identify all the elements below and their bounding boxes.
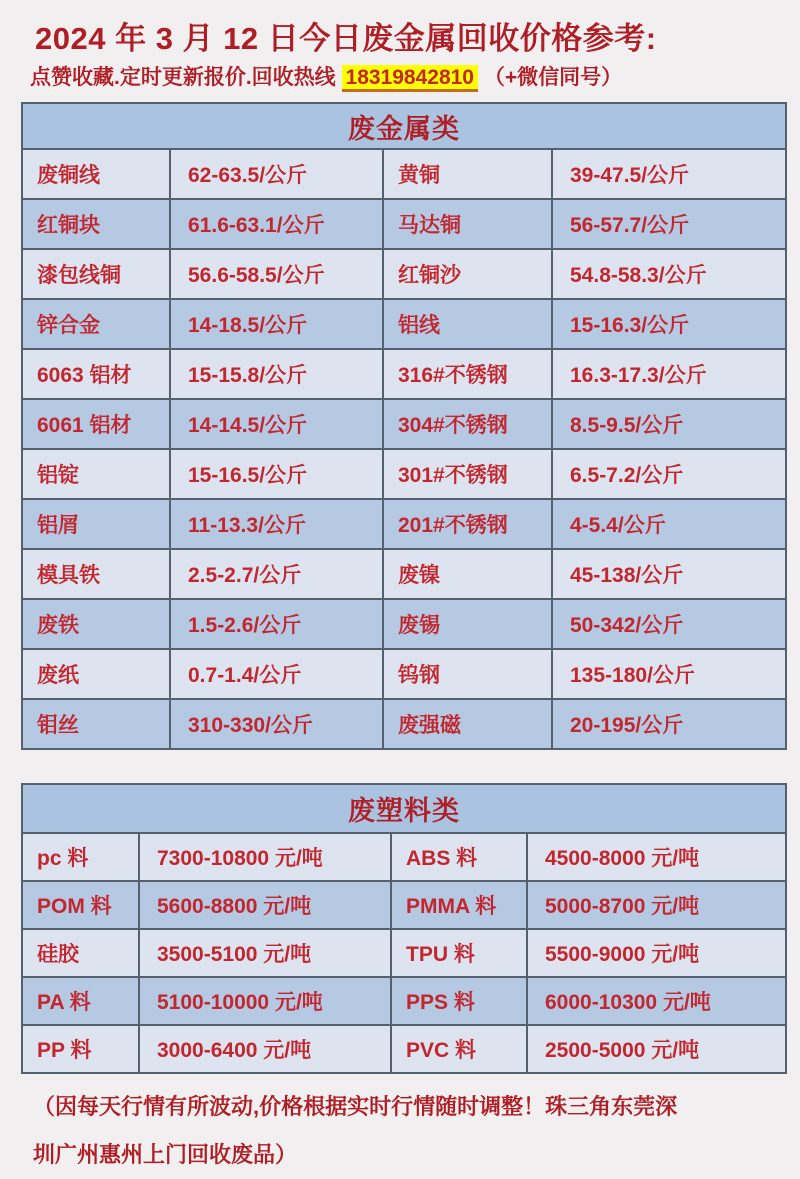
price-cell: 56.6-58.5/公斤 (170, 249, 383, 299)
item-cell: pc 料 (22, 833, 139, 881)
disclaimer-line-1: （因每天行情有所波动,价格根据实时行情随时调整！珠三角东莞深 (33, 1094, 678, 1119)
table-row (22, 549, 786, 599)
item-cell: 硅胶 (22, 929, 139, 977)
price-cell: 5000-8700 元/吨 (527, 881, 786, 929)
price-cell: 62-63.5/公斤 (170, 149, 383, 199)
item-cell: 黄铜 (383, 149, 552, 199)
item-cell: 316#不锈钢 (383, 349, 552, 399)
item-cell: 304#不锈钢 (383, 399, 552, 449)
price-cell: 2500-5000 元/吨 (527, 1025, 786, 1073)
table-row (22, 199, 786, 249)
price-cell: 3000-6400 元/吨 (139, 1025, 391, 1073)
item-cell: 废镍 (383, 549, 552, 599)
price-cell: 16.3-17.3/公斤 (552, 349, 786, 399)
metal-price-table (21, 102, 787, 750)
price-cell: 310-330/公斤 (170, 699, 383, 749)
item-cell: 钨钢 (383, 649, 552, 699)
table-row (22, 449, 786, 499)
price-cell: 5500-9000 元/吨 (527, 929, 786, 977)
item-cell: 马达铜 (383, 199, 552, 249)
item-cell: 铝锭 (22, 449, 170, 499)
price-cell: 5600-8800 元/吨 (139, 881, 391, 929)
price-cell: 4500-8000 元/吨 (527, 833, 786, 881)
price-cell: 15-16.5/公斤 (170, 449, 383, 499)
disclaimer-note (33, 1083, 783, 1179)
table-row (22, 399, 786, 449)
price-cell: 4-5.4/公斤 (552, 499, 786, 549)
plastic-table-title: 废塑料类 (22, 784, 786, 833)
table-row (22, 977, 786, 1025)
item-cell: 铝线 (383, 299, 552, 349)
item-cell: 铝屑 (22, 499, 170, 549)
table-row (22, 1025, 786, 1073)
item-cell: 模具铁 (22, 549, 170, 599)
item-cell: 废锡 (383, 599, 552, 649)
price-cell: 6.5-7.2/公斤 (552, 449, 786, 499)
table-row (22, 499, 786, 549)
item-cell: PP 料 (22, 1025, 139, 1073)
item-cell: ABS 料 (391, 833, 527, 881)
price-cell: 2.5-2.7/公斤 (170, 549, 383, 599)
item-cell: POM 料 (22, 881, 139, 929)
price-cell: 56-57.7/公斤 (552, 199, 786, 249)
item-cell: 6063 铝材 (22, 349, 170, 399)
price-cell: 54.8-58.3/公斤 (552, 249, 786, 299)
item-cell: 废铜线 (22, 149, 170, 199)
recycle-hotline-phone-link[interactable]: 18319842810 (342, 65, 478, 92)
item-cell: PVC 料 (391, 1025, 527, 1073)
item-cell: 废铁 (22, 599, 170, 649)
item-cell: 201#不锈钢 (383, 499, 552, 549)
item-cell: 6061 铝材 (22, 399, 170, 449)
subtitle-suffix: （+微信同号） (483, 66, 623, 89)
table-row (22, 149, 786, 199)
price-cell: 15-15.8/公斤 (170, 349, 383, 399)
price-cell: 6000-10300 元/吨 (527, 977, 786, 1025)
table-row (22, 833, 786, 881)
price-cell: 0.7-1.4/公斤 (170, 649, 383, 699)
page-title: 2024 年 3 月 12 日今日废金属回收价格参考: (35, 21, 657, 56)
price-cell: 1.5-2.6/公斤 (170, 599, 383, 649)
item-cell: 钼丝 (22, 699, 170, 749)
table-row (22, 649, 786, 699)
table-row (22, 299, 786, 349)
price-cell: 20-195/公斤 (552, 699, 786, 749)
item-cell: 漆包线铜 (22, 249, 170, 299)
price-cell: 11-13.3/公斤 (170, 499, 383, 549)
table-row (22, 249, 786, 299)
item-cell: 废强磁 (383, 699, 552, 749)
table-row (22, 881, 786, 929)
price-cell: 50-342/公斤 (552, 599, 786, 649)
table-row (22, 929, 786, 977)
plastic-price-table (21, 783, 787, 1074)
price-cell: 45-138/公斤 (552, 549, 786, 599)
table-header-row (22, 103, 786, 149)
price-cell: 135-180/公斤 (552, 649, 786, 699)
item-cell: 红铜块 (22, 199, 170, 249)
subtitle-line (30, 61, 622, 91)
item-cell: PA 料 (22, 977, 139, 1025)
price-cell: 3500-5100 元/吨 (139, 929, 391, 977)
price-cell: 14-14.5/公斤 (170, 399, 383, 449)
table-row (22, 699, 786, 749)
item-cell: 锌合金 (22, 299, 170, 349)
disclaimer-line-2: 圳广州惠州上门回收废品） (33, 1142, 298, 1167)
item-cell: TPU 料 (391, 929, 527, 977)
table-row (22, 599, 786, 649)
item-cell: PPS 料 (391, 977, 527, 1025)
item-cell: 废纸 (22, 649, 170, 699)
price-cell: 15-16.3/公斤 (552, 299, 786, 349)
item-cell: 红铜沙 (383, 249, 552, 299)
item-cell: 301#不锈钢 (383, 449, 552, 499)
table-row (22, 349, 786, 399)
price-cell: 14-18.5/公斤 (170, 299, 383, 349)
metal-table-title: 废金属类 (22, 103, 786, 149)
price-cell: 5100-10000 元/吨 (139, 977, 391, 1025)
subtitle-prefix: 点赞收藏.定时更新报价.回收热线 (30, 66, 342, 89)
price-cell: 39-47.5/公斤 (552, 149, 786, 199)
price-cell: 61.6-63.1/公斤 (170, 199, 383, 249)
item-cell: PMMA 料 (391, 881, 527, 929)
price-cell: 7300-10800 元/吨 (139, 833, 391, 881)
price-cell: 8.5-9.5/公斤 (552, 399, 786, 449)
table-header-row (22, 784, 786, 833)
